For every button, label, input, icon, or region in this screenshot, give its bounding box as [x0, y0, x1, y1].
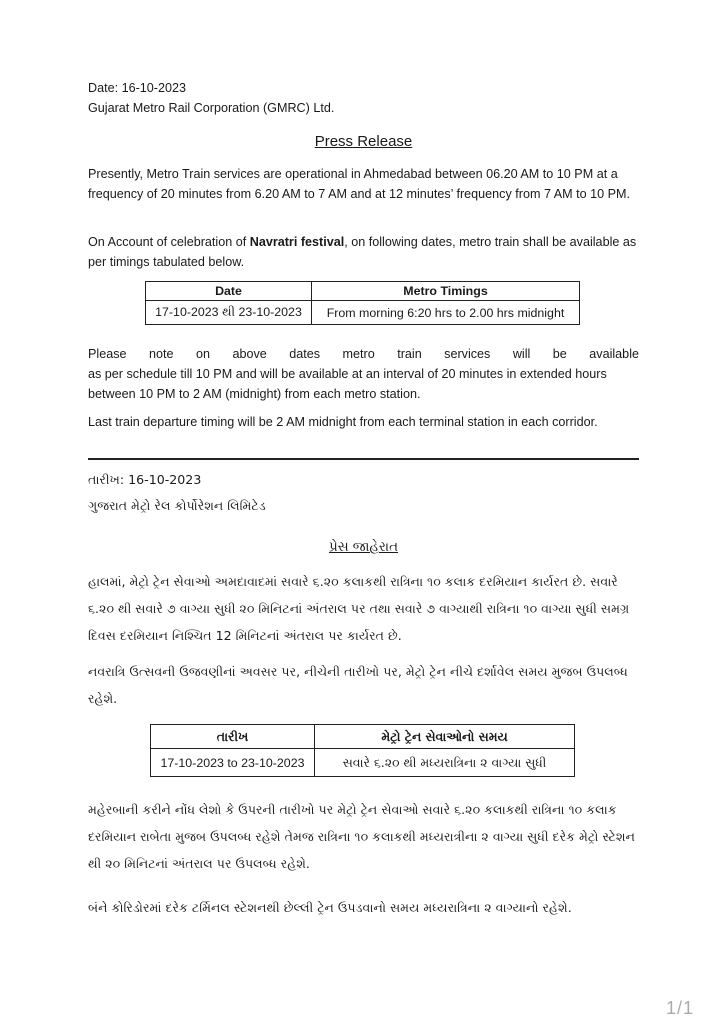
english-date: Date: 16-10-2023 — [88, 81, 187, 95]
english-title: Press Release — [314, 133, 413, 150]
gujarati-table-cell-timings: સવારે ૬.૨૦ થી મધ્યરાત્રિના ૨ વાગ્યા સુધી — [315, 749, 575, 777]
word: above — [232, 347, 267, 361]
english-table-cell-timings: From morning 6:20 hrs to 2.00 hrs midnight — [312, 301, 580, 325]
section-divider — [88, 458, 639, 460]
english-para-2-festival: Navratri festival — [249, 235, 345, 249]
english-org-name: Gujarat Metro Rail Corporation (GMRC) Ltd. — [88, 101, 335, 115]
english-para-3-first-line — [88, 344, 639, 364]
english-para-2-suffix: , on following dates, metro train shall be available as per timings tabulated below. — [88, 235, 637, 269]
word: metro — [342, 347, 375, 361]
english-timings-table — [145, 281, 580, 325]
english-table-cell-date: 17-10-2023 થી 23-10-2023 — [146, 301, 312, 325]
english-para-4: Last train departure timing will be 2 AM midnight from each terminal station in each corridor. — [88, 415, 598, 429]
word: dates — [289, 347, 321, 361]
english-para-2 — [88, 232, 641, 272]
word: available — [589, 347, 639, 361]
gujarati-table-header-date: તારીખ — [151, 725, 315, 749]
english-table-header-timings: Metro Timings — [312, 282, 580, 301]
gujarati-table-cell-date: 17-10-2023 to 23-10-2023 — [151, 749, 315, 777]
gujarati-para-3: મહેરબાની કરીને નોંધ લેશો કે ઉપરની તારીખો પર મેટ્રો ટ્રેન સેવાઓ સવારે ૬.૨૦ કલાકથી રાત્રિના ૧૦ કલાક દરમિયાન રાબેતા મુજબ ઉપલબ્ધ રહેશે તેમજ રાત્રિના ૧૦ કલાકથી મધ્યરાત્રીના ૨ વાગ્યા સુધી દરેક મેટ્રો સ્ટેશન થી ૨૦ મિનિટનાં અંતરાલ પર ઉપલબ્ધ રહેશે. — [88, 802, 636, 871]
word: be — [552, 347, 567, 361]
word: train — [397, 347, 422, 361]
gujarati-para-2: નવરાત્રિ ઉત્સવની ઉજવણીનાં અવસર પર, નીચેની તારીખો પર, મેટ્રો ટ્રેન નીચે દર્શાવેલ સમય મુજબ ઉપલબ્ધ રહેશે. — [88, 664, 628, 706]
word: Please — [88, 347, 127, 361]
english-table-header-date: Date — [146, 282, 312, 301]
english-para-1: Presently, Metro Train services are operational in Ahmedabad between 06.20 AM to 10 PM at a frequency of 20 minutes from 6.20 AM to 7 AM and at 12 minutes’ frequency from 7 AM to 10 PM. — [88, 167, 631, 201]
gujarati-title: પ્રેસ જાહેરાત — [329, 540, 398, 555]
gujarati-date: તારીખ: 16-10-2023 — [88, 472, 202, 487]
gujarati-table-header-timings: મેટ્રો ટ્રેન સેવાઓનો સમય — [315, 725, 575, 749]
gujarati-para-1: હાલમાં, મેટ્રો ટ્રેન સેવાઓ અમદાવાદમાં સવારે ૬.૨૦ કલાકથી રાત્રિના ૧૦ કલાક દરમિયાન કાર્યરત છે. સવારે ૬.૨૦ થી સવારે ૭ વાગ્યા સુધી ૨૦ મિનિટનાં અંતરાલ પર તથા સવારે ૭ વાગ્યાથી રાત્રિના ૧૦ વાગ્યા સુધી સમગ્ર દિવસ દરમિયાન નિશ્ચિત 12 મિનિટનાં અંતરાલ પર કાર્યરત છે. — [88, 574, 630, 643]
word: will — [512, 347, 531, 361]
word: note — [148, 347, 174, 361]
gujarati-para-4: બંને કોરિડોરમાં દરેક ટર્મિનલ સ્ટેશનથી છેલ્લી ટ્રેન ઉપડવાનો સમય મધ્યરાત્રિના ૨ વાગ્યાનો રહેશે. — [88, 900, 572, 915]
english-para-2-prefix: On Account of celebration of — [88, 235, 250, 249]
gujarati-org-name: ગુજરાત મેટ્રો રેલ કોર્પોરેશન લિમિટેડ — [88, 498, 266, 513]
page-indicator: 1/1 — [665, 998, 694, 1018]
english-para-3 — [88, 344, 639, 404]
gujarati-timings-table — [150, 724, 575, 777]
english-para-3-rest: as per schedule till 10 PM and will be available at an interval of 20 minutes in extended hours between 10 PM to 2 AM (midnight) from each metro station. — [88, 367, 607, 401]
word: services — [444, 347, 491, 361]
word: on — [195, 347, 210, 361]
